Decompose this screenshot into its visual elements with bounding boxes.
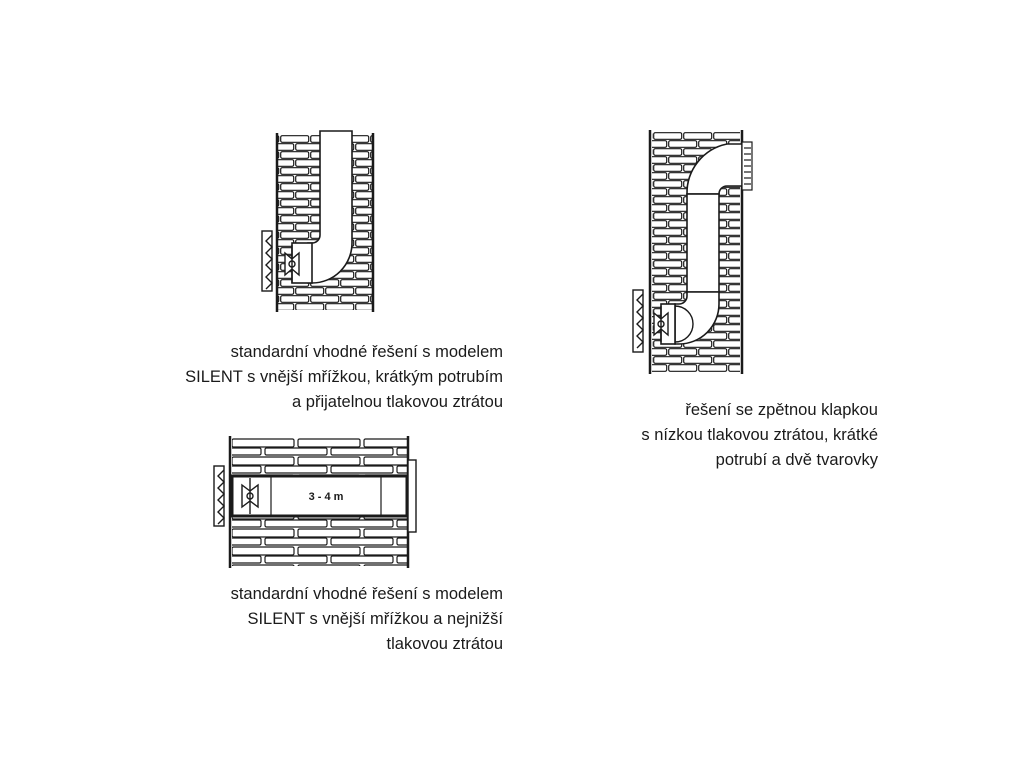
outlet-grille-icon: [742, 142, 752, 190]
caption-line: a přijatelnou tlakovou ztrátou: [292, 393, 503, 411]
diagram-straight-duct: [205, 430, 425, 575]
wall-elbow-illustration: [240, 125, 380, 315]
duct-length-label: 3 - 4 m: [308, 491, 344, 503]
two-elbow-illustration: [615, 118, 775, 378]
caption-line: SILENT s vnější mřížkou, krátkým potrubím: [185, 368, 503, 386]
caption-line: tlakovou ztrátou: [386, 635, 503, 653]
caption-straight-duct: [231, 582, 503, 657]
brick-wall-top: [232, 438, 407, 476]
caption-line: s nízkou tlakovou ztrátou, krátké: [641, 426, 878, 444]
caption-line: řešení se zpětnou klapkou: [685, 401, 878, 419]
diagram-short-duct-elbow: [240, 125, 380, 320]
external-grille-icon: [633, 290, 643, 352]
caption-line: potrubí a dvě tvarovky: [715, 451, 878, 469]
straight-duct-illustration: [205, 430, 425, 570]
caption-short-duct-elbow: [185, 340, 503, 415]
wall-cap: [408, 460, 416, 532]
diagram-check-valve-two-elbows: [615, 118, 775, 383]
brick-wall-bottom: [232, 516, 407, 566]
caption-line: standardní vhodné řešení s modelem: [230, 585, 503, 603]
vertical-duct: [687, 194, 719, 292]
caption-check-valve-two-elbows: [641, 398, 878, 473]
external-grille-icon: [214, 466, 224, 526]
external-grille-icon: [262, 231, 272, 291]
caption-line: SILENT s vnější mřížkou a nejnižší: [247, 610, 503, 628]
caption-line: standardní vhodné řešení s modelem: [230, 343, 503, 361]
